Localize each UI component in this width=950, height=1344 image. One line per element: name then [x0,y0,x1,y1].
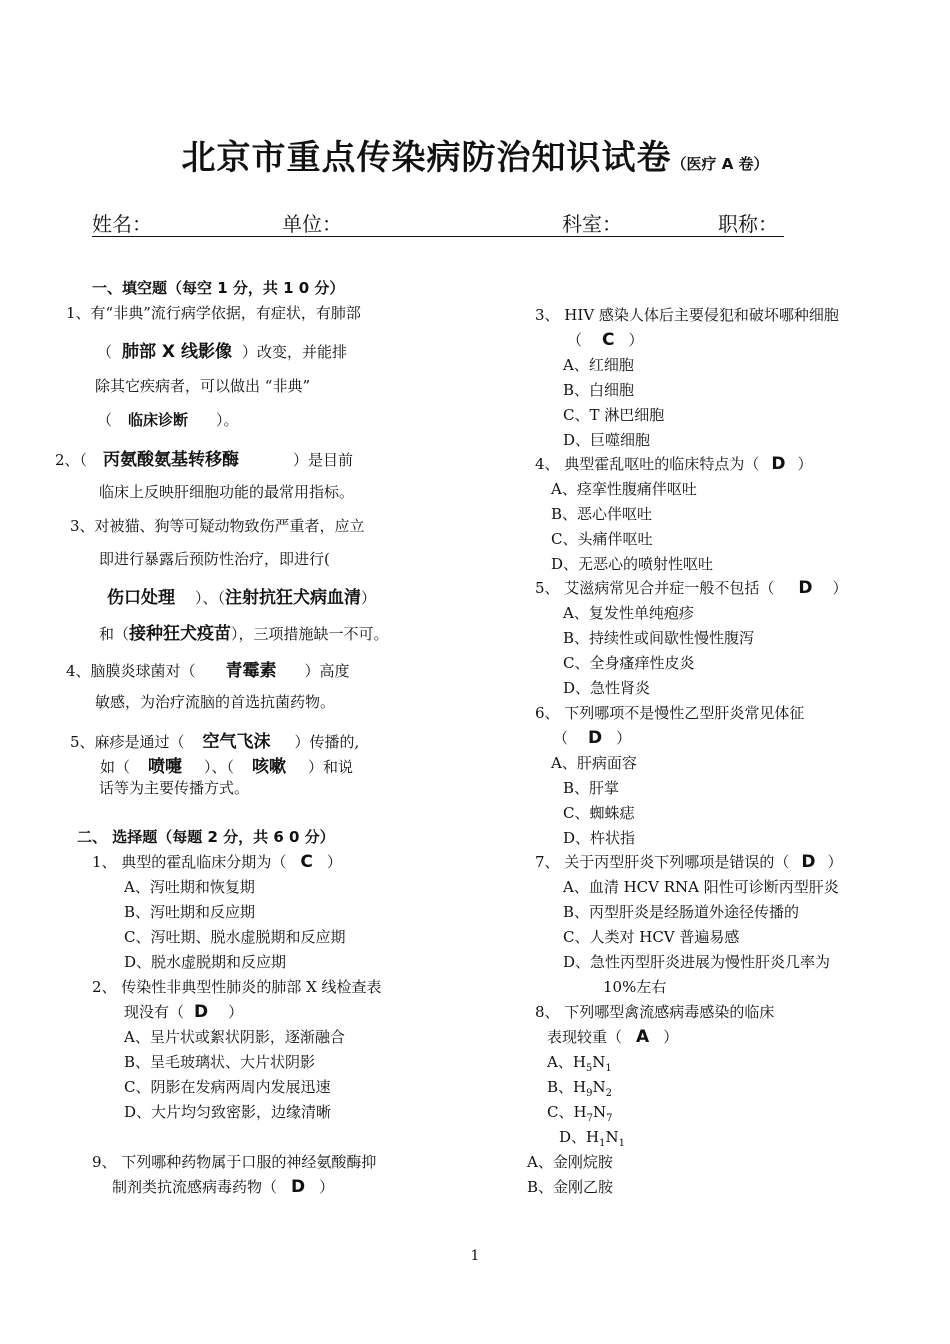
title-sub: （医疗 A 卷） [671,155,769,173]
s2-q8-opt-d: D、$H_1N_1$ [559,1128,625,1149]
s2-q3-opt-d: D、巨噬细胞 [563,431,651,449]
answer: A [636,1027,650,1047]
s2-q1-opt-b: B、泻吐期和反应期 [124,903,256,921]
s2-q2-opt-b: B、呈毛玻璃状、大片状阴影 [124,1053,316,1071]
s1-q1-c: 除其它疾病者，可以做出 “非典” [95,377,311,395]
s2-q1-opt-c: C、泻吐期、脱水虚脱期和反应期 [124,928,346,946]
s2-q2-stem: 2、 传染性非典型性肺炎的肺部 X 线检查表 [92,978,382,996]
answer: 接种狂犬疫苗 [129,624,232,644]
s2-q1-opt-d: D、脱水虚脱期和反应期 [124,953,287,971]
s2-q4-stem: 4、 典型霍乱呕吐的临床特点为（ D ） [535,454,813,474]
s2-q4-opt-d: D、无恶心的喷射性呕吐 [551,555,714,573]
s2-q1-stem: 1、 典型的霍乱临床分期为（ C ） [92,852,342,872]
s2-q8-stem: 8、 下列哪型禽流感病毒感染的临床 [535,1003,775,1021]
answer: 空气飞沫 [202,732,271,752]
s1-q3-b: 即进行暴露后预防性治疗，即进行( [99,550,330,568]
section2-heading: 二、 选择题（每题 2 分，共 6 0 分） [77,828,335,846]
s2-q5-opt-d: D、急性肾炎 [563,679,651,697]
s1-q2-b: 临床上反映肝细胞功能的最常用指标。 [99,483,355,501]
answer: 喷嚏 [148,757,183,777]
title-main: 北京市重点传染病防治知识试卷 [181,138,672,178]
s2-q4-opt-c: C、头痛伴呕吐 [551,530,653,548]
info-line [92,208,784,237]
s2-q3-opt-b: B、白细胞 [563,381,635,399]
s2-q9-opt-b: B、金刚乙胺 [527,1178,614,1196]
s2-q6-opt-a: A、肝病面容 [551,754,637,772]
s2-q6-opt-c: C、蜘蛛痣 [563,804,635,822]
s2-q2-stem2: 现没有（ D ） [124,1002,244,1022]
s2-q5-opt-b: B、持续性或间歇性慢性腹泻 [563,629,755,647]
answer: C [300,852,313,872]
answer: D [798,578,813,598]
s1-q5-c: 话等为主要传播方式。 [99,779,250,797]
name-label: 姓名： [92,212,152,236]
s2-q9-opt-a: A、金刚烷胺 [527,1153,613,1171]
s1-q5-b: 如（ 喷嚏 ）、（ 咳嗽 ）和说 [100,757,354,777]
answer: D [801,852,816,872]
s2-q6-opt-b: B、肝掌 [563,779,620,797]
answer: D [771,454,786,474]
s2-q2-opt-c: C、阴影在发病两周内发展迅速 [124,1078,331,1096]
answer: D [291,1177,306,1197]
dept-label: 科室： [562,212,622,236]
answer: D [588,728,603,748]
s2-q3-opt-c: C、T 淋巴细胞 [563,406,665,424]
s2-q8-opt-a: A、$H_5N_1$ [547,1053,612,1074]
s2-q1-opt-a: A、泻吐期和恢复期 [124,878,255,896]
s2-q5-stem: 5、 艾滋病常见合并症一般不包括（ D ） [535,578,848,598]
unit-label: 单位： [282,212,342,236]
s1-q1-b: （ 肺部 X 线影像 ）改变，并能排 [97,342,347,362]
s2-q5-opt-a: A、复发性单纯疱疹 [563,604,694,622]
s2-q8-opt-c: C、$H_7N_7$ [547,1103,613,1124]
s1-q1-d: （ 临床诊断 ）。 [97,411,239,429]
answer: 伤口处理 [107,588,175,608]
section1-heading: 一、填空题（每空 1 分，共 1 0 分） [92,279,345,297]
s2-q2-opt-a: A、呈片状或絮状阴影，逐渐融合 [124,1028,345,1046]
s2-q6-stem: 6、 下列哪项不是慢性乙型肝炎常见体征 [535,704,805,722]
s1-q5-a: 5、麻疹是通过（ 空气飞沫 ）传播的, [70,732,360,752]
answer: 临床诊断 [128,411,189,429]
page-title [0,130,950,179]
s2-q3-opt-a: A、红细胞 [563,356,634,374]
s2-q8-opt-b: B、$H_9N_2$ [547,1078,612,1099]
s1-q1-a: 1、有“非典”流行病学依据，有症状，有肺部 [66,304,361,322]
s2-q7-opt-a: A、血清 HCV RNA 阳性可诊断丙型肝炎 [563,878,839,896]
s2-q9-stem: 9、 下列哪种药物属于口服的神经氨酸酶抑 [92,1153,377,1171]
s2-q9-stem2: 制剂类抗流感病毒药物（ D ） [112,1177,335,1197]
s2-q7-opt-b: B、丙型肝炎是经肠道外途径传播的 [563,903,800,921]
s1-q4-b: 敏感，为治疗流脑的首选抗菌药物。 [95,693,336,711]
s2-q6-stem2: （ D ） [553,728,632,748]
s1-q2-a: 2、（ 丙氨酸氨基转移酶 ）是目前 [55,450,354,470]
s2-q7-opt-d: D、急性丙型肝炎进展为慢性肝炎几率为 [563,953,831,971]
answer: 肺部 X 线影像 [122,342,232,362]
answer: 丙氨酸氨基转移酶 [103,450,240,470]
s2-q8-stem2: 表现较重（ A ） [547,1027,679,1047]
s2-q7-stem: 7、 关于丙型肝炎下列哪项是错误的（ D ） [535,852,843,872]
s2-q4-opt-b: B、恶心伴呕吐 [551,505,653,523]
s1-q3-c: 伤口处理 ）、（注射抗狂犬病血清） [107,588,377,608]
s2-q3-stem2: （ C ） [567,330,644,350]
answer: D [194,1002,209,1022]
s2-q2-opt-d: D、大片均匀致密影，边缘清晰 [124,1103,332,1121]
title-label: 职称： [718,212,778,236]
answer: 青霉素 [225,661,277,681]
s1-q4-a: 4、脑膜炎球菌对（ 青霉素 ）高度 [66,661,350,681]
s2-q6-opt-d: D、杵状指 [563,829,636,847]
s1-q3-d: 和（接种狂犬疫苗），三项措施缺一不可。 [99,624,389,644]
answer: 咳嗽 [252,757,287,777]
s2-q5-opt-c: C、全身瘙痒性皮炎 [563,654,695,672]
answer: 注射抗狂犬病血清 [225,588,362,608]
s2-q7-opt-d-cont: 10%左右 [603,978,667,996]
s2-q4-opt-a: A、痉挛性腹痛伴呕吐 [551,480,697,498]
s1-q3-a: 3、对被猫、狗等可疑动物致伤严重者，应立 [70,517,365,535]
s2-q3-stem: 3、 HIV 感染人体后主要侵犯和破坏哪种细胞 [535,306,839,324]
answer: C [602,330,615,350]
s2-q7-opt-c: C、人类对 HCV 普遍易感 [563,928,740,946]
page-number: 1 [470,1248,480,1264]
